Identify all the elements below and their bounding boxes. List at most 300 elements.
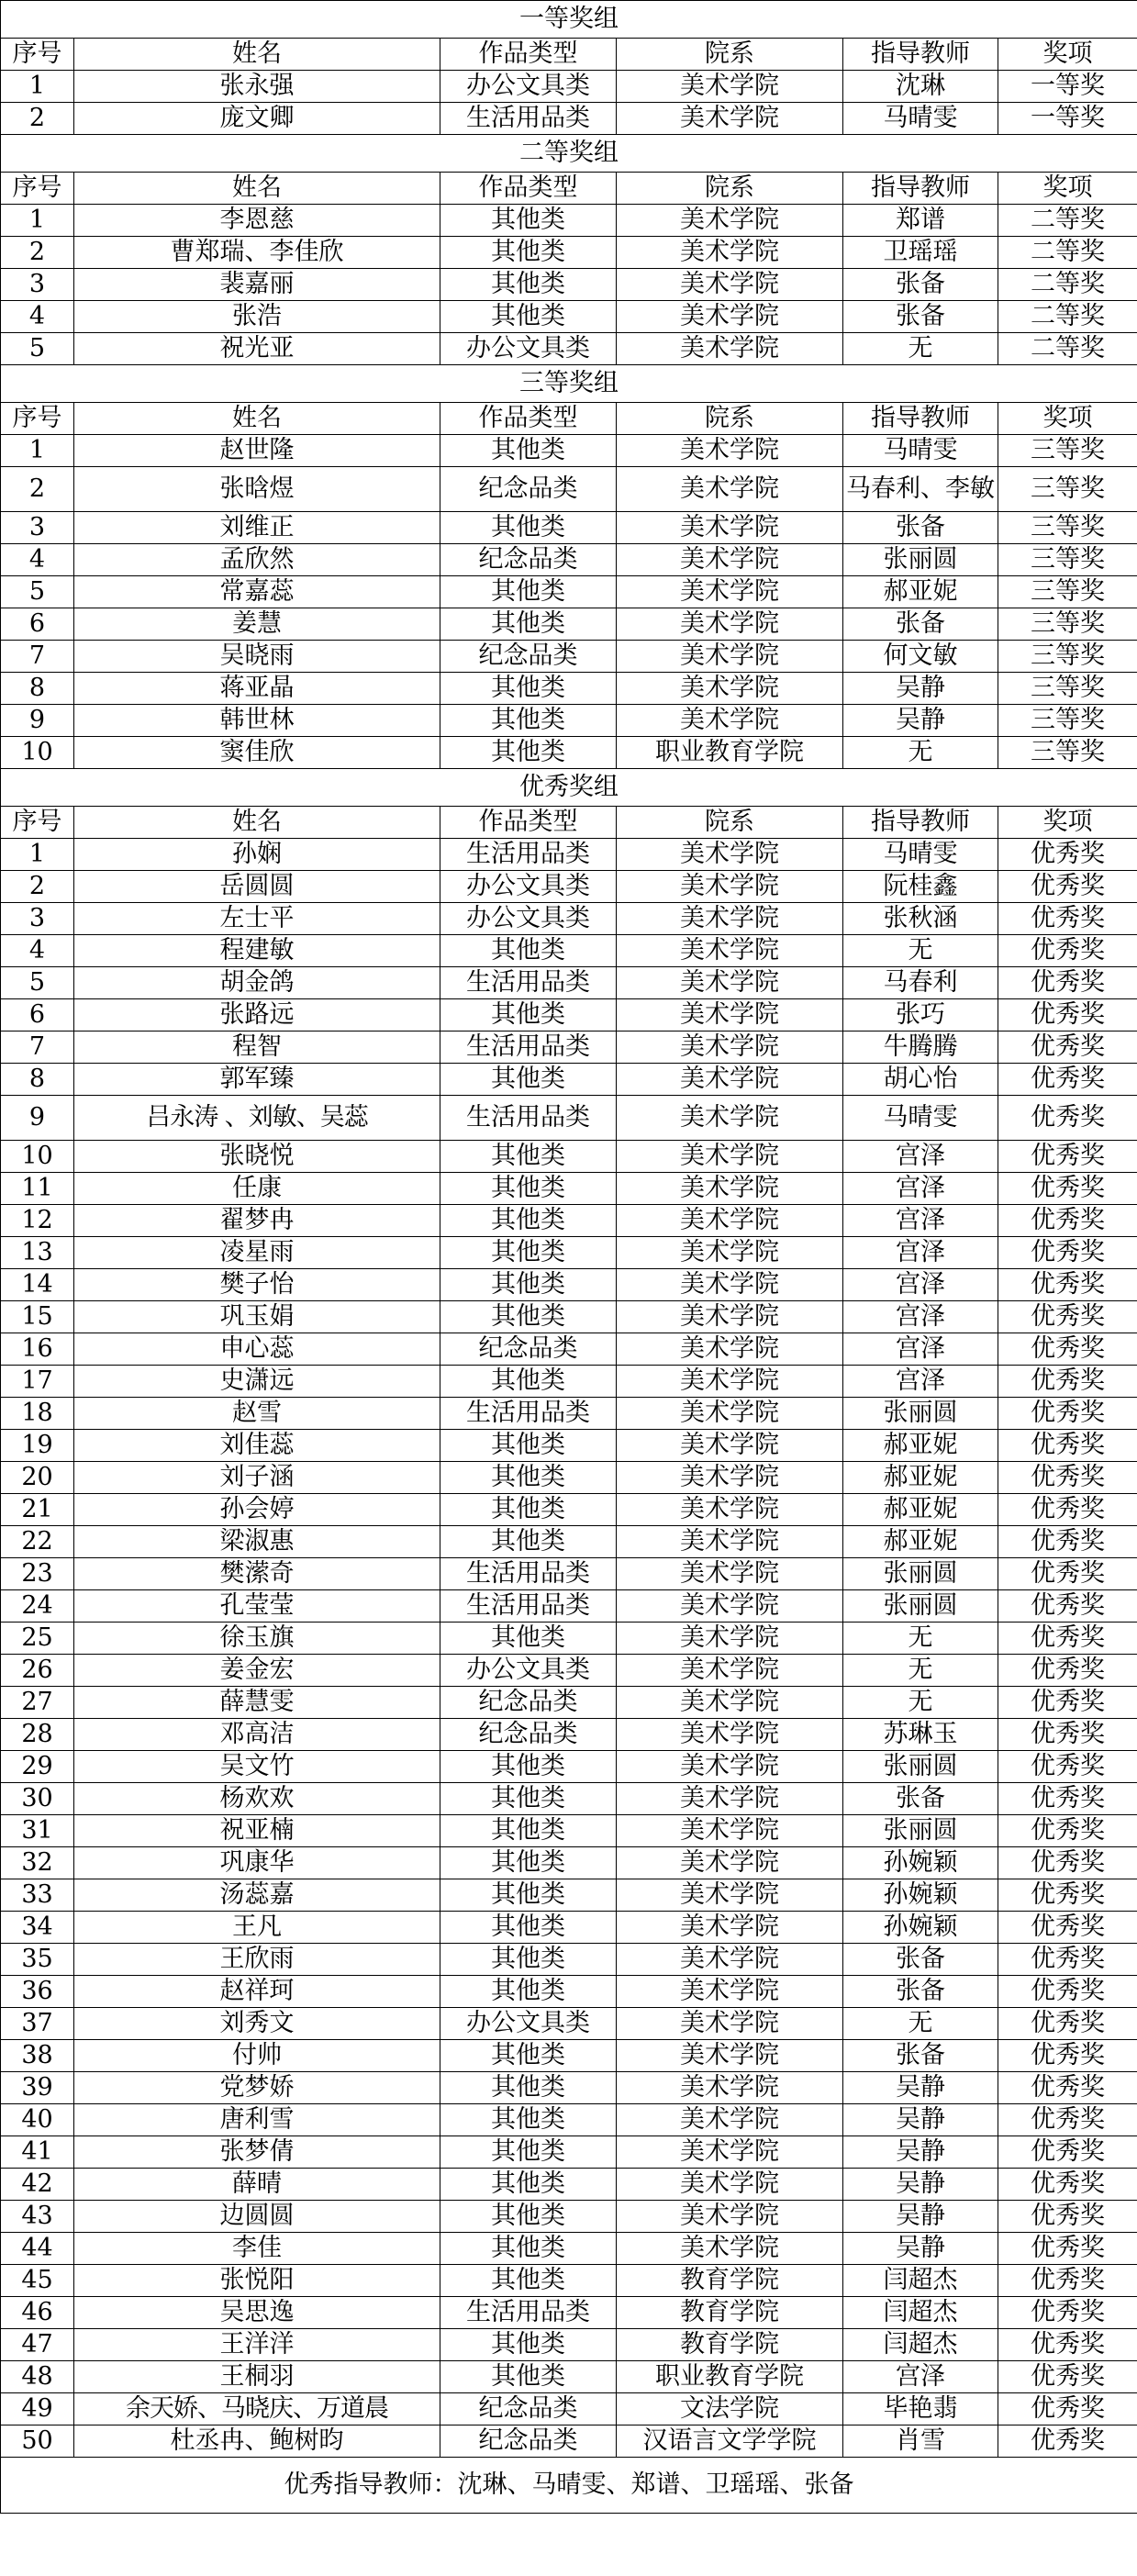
award-cell: 优秀奖 <box>998 2104 1137 2136</box>
column-header: 奖项 <box>998 403 1137 435</box>
category-cell: 其他类 <box>440 1526 617 1558</box>
category-cell: 其他类 <box>440 1269 617 1301</box>
category-cell: 其他类 <box>440 237 617 269</box>
department-cell: 美术学院 <box>617 1783 843 1815</box>
name-cell: 王洋洋 <box>74 2329 440 2361</box>
department-cell: 美术学院 <box>617 839 843 871</box>
name-cell: 张梦倩 <box>74 2136 440 2169</box>
advisor-cell: 无 <box>843 333 998 365</box>
table-row <box>1 2136 1137 2169</box>
footer-row <box>1 2458 1137 2514</box>
index-cell: 44 <box>1 2233 74 2265</box>
name-cell: 付帅 <box>74 2040 440 2072</box>
category-cell: 生活用品类 <box>440 1558 617 1590</box>
award-cell: 优秀奖 <box>998 2425 1137 2458</box>
name-cell: 赵祥珂 <box>74 1976 440 2008</box>
index-cell: 1 <box>1 839 74 871</box>
index-cell: 11 <box>1 1173 74 1205</box>
award-cell: 一等奖 <box>998 103 1137 135</box>
department-cell: 美术学院 <box>617 1096 843 1141</box>
department-cell: 美术学院 <box>617 205 843 237</box>
index-cell: 10 <box>1 737 74 769</box>
table-row <box>1 903 1137 935</box>
table-row <box>1 71 1137 103</box>
award-cell: 二等奖 <box>998 301 1137 333</box>
advisor-cell: 宫泽 <box>843 1301 998 1333</box>
table-row <box>1 269 1137 301</box>
name-cell: 党梦娇 <box>74 2072 440 2104</box>
department-cell: 美术学院 <box>617 2040 843 2072</box>
award-cell: 优秀奖 <box>998 1655 1137 1687</box>
table-row <box>1 1398 1137 1430</box>
category-cell: 其他类 <box>440 1783 617 1815</box>
index-cell: 9 <box>1 1096 74 1141</box>
column-header: 姓名 <box>74 403 440 435</box>
category-cell: 生活用品类 <box>440 2297 617 2329</box>
table-row <box>1 1912 1137 1944</box>
department-cell: 教育学院 <box>617 2329 843 2361</box>
table-row <box>1 1944 1137 1976</box>
department-cell: 美术学院 <box>617 2169 843 2201</box>
table-row <box>1 205 1137 237</box>
award-cell: 优秀奖 <box>998 1398 1137 1430</box>
category-cell: 纪念品类 <box>440 544 617 576</box>
award-cell: 三等奖 <box>998 673 1137 705</box>
award-cell: 三等奖 <box>998 737 1137 769</box>
category-cell: 生活用品类 <box>440 967 617 999</box>
award-cell: 优秀奖 <box>998 2040 1137 2072</box>
index-cell: 10 <box>1 1141 74 1173</box>
award-cell: 优秀奖 <box>998 1237 1137 1269</box>
index-cell: 1 <box>1 205 74 237</box>
index-cell: 32 <box>1 1847 74 1879</box>
award-cell: 优秀奖 <box>998 1301 1137 1333</box>
department-cell: 美术学院 <box>617 2072 843 2104</box>
department-cell: 美术学院 <box>617 1558 843 1590</box>
table-row <box>1 2008 1137 2040</box>
name-cell: 李恩慈 <box>74 205 440 237</box>
column-header: 指导教师 <box>843 403 998 435</box>
table-row <box>1 1333 1137 1366</box>
category-cell: 其他类 <box>440 1623 617 1655</box>
department-cell: 美术学院 <box>617 1879 843 1912</box>
department-cell: 美术学院 <box>617 1032 843 1064</box>
award-cell: 优秀奖 <box>998 2361 1137 2393</box>
index-cell: 13 <box>1 1237 74 1269</box>
index-cell: 45 <box>1 2265 74 2297</box>
table-row <box>1 1032 1137 1064</box>
index-cell: 4 <box>1 935 74 967</box>
table-row <box>1 2329 1137 2361</box>
award-cell: 优秀奖 <box>998 2169 1137 2201</box>
table-row <box>1 467 1137 512</box>
column-header: 姓名 <box>74 39 440 71</box>
department-cell: 美术学院 <box>617 1173 843 1205</box>
award-cell: 三等奖 <box>998 435 1137 467</box>
index-cell: 28 <box>1 1719 74 1751</box>
column-header-row <box>1 403 1137 435</box>
category-cell: 其他类 <box>440 1879 617 1912</box>
advisor-cell: 吴静 <box>843 2136 998 2169</box>
column-header: 奖项 <box>998 39 1137 71</box>
department-cell: 美术学院 <box>617 705 843 737</box>
advisor-cell: 宫泽 <box>843 1173 998 1205</box>
column-header-row <box>1 39 1137 71</box>
advisor-cell: 吴静 <box>843 2233 998 2265</box>
table-row <box>1 1879 1137 1912</box>
index-cell: 3 <box>1 512 74 544</box>
category-cell: 其他类 <box>440 2201 617 2233</box>
category-cell: 其他类 <box>440 1944 617 1976</box>
name-cell: 薛慧雯 <box>74 1687 440 1719</box>
table-row <box>1 103 1137 135</box>
advisor-cell: 张秋涵 <box>843 903 998 935</box>
category-cell: 其他类 <box>440 2072 617 2104</box>
name-cell: 胡金鸽 <box>74 967 440 999</box>
department-cell: 美术学院 <box>617 512 843 544</box>
award-cell: 优秀奖 <box>998 2233 1137 2265</box>
advisor-cell: 孙婉颖 <box>843 1879 998 1912</box>
category-cell: 其他类 <box>440 705 617 737</box>
advisor-cell: 张备 <box>843 608 998 641</box>
award-cell: 优秀奖 <box>998 1064 1137 1096</box>
table-row <box>1 1205 1137 1237</box>
advisor-cell: 张备 <box>843 2040 998 2072</box>
award-cell: 优秀奖 <box>998 2008 1137 2040</box>
index-cell: 29 <box>1 1751 74 1783</box>
index-cell: 42 <box>1 2169 74 2201</box>
advisor-cell: 郝亚妮 <box>843 1494 998 1526</box>
award-cell: 三等奖 <box>998 512 1137 544</box>
category-cell: 其他类 <box>440 737 617 769</box>
department-cell: 美术学院 <box>617 1847 843 1879</box>
category-cell: 其他类 <box>440 935 617 967</box>
category-cell: 其他类 <box>440 1141 617 1173</box>
table-row <box>1 1687 1137 1719</box>
table-row <box>1 1366 1137 1398</box>
table-row <box>1 1719 1137 1751</box>
column-header: 作品类型 <box>440 403 617 435</box>
table-row <box>1 641 1137 673</box>
advisor-cell: 宫泽 <box>843 1205 998 1237</box>
index-cell: 30 <box>1 1783 74 1815</box>
advisor-cell: 孙婉颖 <box>843 1847 998 1879</box>
award-cell: 优秀奖 <box>998 1879 1137 1912</box>
department-cell: 美术学院 <box>617 1494 843 1526</box>
index-cell: 3 <box>1 903 74 935</box>
department-cell: 美术学院 <box>617 967 843 999</box>
advisor-cell: 宫泽 <box>843 1237 998 1269</box>
category-cell: 其他类 <box>440 269 617 301</box>
table-row <box>1 544 1137 576</box>
department-cell: 美术学院 <box>617 2233 843 2265</box>
advisor-cell: 张备 <box>843 512 998 544</box>
name-cell: 翟梦冉 <box>74 1205 440 1237</box>
category-cell: 办公文具类 <box>440 2008 617 2040</box>
department-cell: 美术学院 <box>617 1623 843 1655</box>
award-cell: 优秀奖 <box>998 1526 1137 1558</box>
advisor-cell: 闫超杰 <box>843 2297 998 2329</box>
name-cell: 吴思逸 <box>74 2297 440 2329</box>
department-cell: 职业教育学院 <box>617 737 843 769</box>
index-cell: 21 <box>1 1494 74 1526</box>
index-cell: 24 <box>1 1590 74 1623</box>
table-row <box>1 576 1137 608</box>
advisor-cell: 无 <box>843 1655 998 1687</box>
advisor-cell: 张备 <box>843 1944 998 1976</box>
department-cell: 美术学院 <box>617 2201 843 2233</box>
name-cell: 孔莹莹 <box>74 1590 440 1623</box>
name-cell: 巩康华 <box>74 1847 440 1879</box>
index-cell: 33 <box>1 1879 74 1912</box>
column-header: 院系 <box>617 173 843 205</box>
outstanding-advisors-note: 优秀指导教师：沈琳、马晴雯、郑谱、卫瑶瑶、张备 <box>1 2458 1137 2514</box>
category-cell: 其他类 <box>440 512 617 544</box>
index-cell: 1 <box>1 71 74 103</box>
category-cell: 其他类 <box>440 2169 617 2201</box>
index-cell: 2 <box>1 467 74 512</box>
department-cell: 美术学院 <box>617 1976 843 2008</box>
column-header: 作品类型 <box>440 39 617 71</box>
name-cell: 张路远 <box>74 999 440 1032</box>
advisor-cell: 张巧 <box>843 999 998 1032</box>
index-cell: 17 <box>1 1366 74 1398</box>
column-header: 指导教师 <box>843 173 998 205</box>
category-cell: 其他类 <box>440 205 617 237</box>
table-row <box>1 1430 1137 1462</box>
index-cell: 1 <box>1 435 74 467</box>
name-cell: 庞文卿 <box>74 103 440 135</box>
table-row <box>1 2040 1137 2072</box>
table-row <box>1 237 1137 269</box>
table-row <box>1 2425 1137 2458</box>
award-cell: 优秀奖 <box>998 935 1137 967</box>
department-cell: 美术学院 <box>617 1333 843 1366</box>
award-cell: 优秀奖 <box>998 1269 1137 1301</box>
table-row <box>1 1301 1137 1333</box>
department-cell: 美术学院 <box>617 435 843 467</box>
advisor-cell: 马晴雯 <box>843 103 998 135</box>
department-cell: 美术学院 <box>617 1944 843 1976</box>
advisor-cell: 毕艳翡 <box>843 2393 998 2425</box>
category-cell: 其他类 <box>440 1976 617 2008</box>
table-row <box>1 1558 1137 1590</box>
name-cell: 韩世林 <box>74 705 440 737</box>
award-cell: 三等奖 <box>998 467 1137 512</box>
index-cell: 34 <box>1 1912 74 1944</box>
name-cell: 杨欢欢 <box>74 1783 440 1815</box>
name-cell: 程建敏 <box>74 935 440 967</box>
table-row <box>1 1783 1137 1815</box>
award-cell: 优秀奖 <box>998 1623 1137 1655</box>
advisor-cell: 宫泽 <box>843 1333 998 1366</box>
table-row <box>1 999 1137 1032</box>
table-row <box>1 333 1137 365</box>
advisor-cell: 无 <box>843 737 998 769</box>
table-row <box>1 608 1137 641</box>
category-cell: 纪念品类 <box>440 1719 617 1751</box>
category-cell: 纪念品类 <box>440 467 617 512</box>
department-cell: 美术学院 <box>617 1430 843 1462</box>
table-row <box>1 1526 1137 1558</box>
index-cell: 6 <box>1 608 74 641</box>
award-cell: 三等奖 <box>998 576 1137 608</box>
index-cell: 27 <box>1 1687 74 1719</box>
category-cell: 生活用品类 <box>440 839 617 871</box>
index-cell: 5 <box>1 967 74 999</box>
index-cell: 3 <box>1 269 74 301</box>
category-cell: 生活用品类 <box>440 1096 617 1141</box>
index-cell: 5 <box>1 576 74 608</box>
category-cell: 其他类 <box>440 1237 617 1269</box>
group-title-row <box>1 1 1137 39</box>
award-cell: 优秀奖 <box>998 2297 1137 2329</box>
group-title: 优秀奖组 <box>1 769 1137 807</box>
advisor-cell: 张丽圆 <box>843 1558 998 1590</box>
name-cell: 凌星雨 <box>74 1237 440 1269</box>
column-header: 指导教师 <box>843 39 998 71</box>
name-cell: 张浩 <box>74 301 440 333</box>
index-cell: 2 <box>1 237 74 269</box>
category-cell: 其他类 <box>440 673 617 705</box>
table-row <box>1 1751 1137 1783</box>
advisor-cell: 吴静 <box>843 705 998 737</box>
category-cell: 办公文具类 <box>440 1655 617 1687</box>
department-cell: 美术学院 <box>617 935 843 967</box>
department-cell: 教育学院 <box>617 2265 843 2297</box>
category-cell: 其他类 <box>440 1815 617 1847</box>
index-cell: 19 <box>1 1430 74 1462</box>
name-cell: 程智 <box>74 1032 440 1064</box>
column-header: 奖项 <box>998 807 1137 839</box>
name-cell: 裴嘉丽 <box>74 269 440 301</box>
index-cell: 49 <box>1 2393 74 2425</box>
table-row <box>1 301 1137 333</box>
name-cell: 孙娴 <box>74 839 440 871</box>
department-cell: 美术学院 <box>617 1237 843 1269</box>
advisor-cell: 无 <box>843 2008 998 2040</box>
name-cell: 史潇远 <box>74 1366 440 1398</box>
department-cell: 美术学院 <box>617 608 843 641</box>
name-cell: 孙会婷 <box>74 1494 440 1526</box>
name-cell: 樊子怡 <box>74 1269 440 1301</box>
advisor-cell: 无 <box>843 935 998 967</box>
name-cell: 巩玉娟 <box>74 1301 440 1333</box>
index-cell: 41 <box>1 2136 74 2169</box>
name-cell: 汤蕊嘉 <box>74 1879 440 1912</box>
name-cell: 刘维正 <box>74 512 440 544</box>
award-cell: 三等奖 <box>998 705 1137 737</box>
category-cell: 其他类 <box>440 1173 617 1205</box>
category-cell: 其他类 <box>440 2361 617 2393</box>
group-title-row <box>1 769 1137 807</box>
category-cell: 纪念品类 <box>440 1687 617 1719</box>
table-row <box>1 1815 1137 1847</box>
award-cell: 优秀奖 <box>998 1205 1137 1237</box>
index-cell: 2 <box>1 871 74 903</box>
index-cell: 15 <box>1 1301 74 1333</box>
name-cell: 刘秀文 <box>74 2008 440 2040</box>
index-cell: 31 <box>1 1815 74 1847</box>
table-row <box>1 871 1137 903</box>
award-cell: 优秀奖 <box>998 2201 1137 2233</box>
award-table-body <box>1 1 1137 2514</box>
index-cell: 4 <box>1 544 74 576</box>
column-header: 院系 <box>617 403 843 435</box>
award-cell: 优秀奖 <box>998 1751 1137 1783</box>
index-cell: 25 <box>1 1623 74 1655</box>
index-cell: 4 <box>1 301 74 333</box>
department-cell: 美术学院 <box>617 269 843 301</box>
award-cell: 优秀奖 <box>998 1815 1137 1847</box>
advisor-cell: 孙婉颖 <box>843 1912 998 1944</box>
department-cell: 美术学院 <box>617 2008 843 2040</box>
advisor-cell: 闫超杰 <box>843 2329 998 2361</box>
advisor-cell: 张备 <box>843 1976 998 2008</box>
table-row <box>1 2393 1137 2425</box>
column-header: 序号 <box>1 39 74 71</box>
award-cell: 优秀奖 <box>998 1032 1137 1064</box>
advisor-cell: 苏琳玉 <box>843 1719 998 1751</box>
table-row <box>1 935 1137 967</box>
table-row <box>1 435 1137 467</box>
name-cell: 杜丞冉、鲍树昀 <box>74 2425 440 2458</box>
award-cell: 优秀奖 <box>998 2329 1137 2361</box>
award-cell: 优秀奖 <box>998 1912 1137 1944</box>
column-header: 作品类型 <box>440 173 617 205</box>
department-cell: 美术学院 <box>617 1366 843 1398</box>
column-header: 姓名 <box>74 173 440 205</box>
index-cell: 40 <box>1 2104 74 2136</box>
award-cell: 优秀奖 <box>998 871 1137 903</box>
index-cell: 47 <box>1 2329 74 2361</box>
award-cell: 三等奖 <box>998 544 1137 576</box>
index-cell: 7 <box>1 1032 74 1064</box>
category-cell: 生活用品类 <box>440 1398 617 1430</box>
name-cell: 任康 <box>74 1173 440 1205</box>
index-cell: 37 <box>1 2008 74 2040</box>
award-cell: 优秀奖 <box>998 2072 1137 2104</box>
category-cell: 其他类 <box>440 2329 617 2361</box>
index-cell: 46 <box>1 2297 74 2329</box>
table-row <box>1 2297 1137 2329</box>
advisor-cell: 郝亚妮 <box>843 1526 998 1558</box>
advisor-cell: 牛腾腾 <box>843 1032 998 1064</box>
award-cell: 优秀奖 <box>998 967 1137 999</box>
category-cell: 纪念品类 <box>440 1333 617 1366</box>
table-row <box>1 2072 1137 2104</box>
name-cell: 郭军臻 <box>74 1064 440 1096</box>
advisor-cell: 马晴雯 <box>843 1096 998 1141</box>
category-cell: 生活用品类 <box>440 103 617 135</box>
award-cell: 优秀奖 <box>998 1558 1137 1590</box>
category-cell: 办公文具类 <box>440 871 617 903</box>
advisor-cell: 吴静 <box>843 2104 998 2136</box>
advisor-cell: 郑谱 <box>843 205 998 237</box>
award-cell: 优秀奖 <box>998 1976 1137 2008</box>
category-cell: 其他类 <box>440 1301 617 1333</box>
advisor-cell: 吴静 <box>843 673 998 705</box>
advisor-cell: 马春利、李敏 <box>843 467 998 512</box>
award-cell: 二等奖 <box>998 269 1137 301</box>
table-row <box>1 1064 1137 1096</box>
advisor-cell: 吴静 <box>843 2201 998 2233</box>
name-cell: 常嘉蕊 <box>74 576 440 608</box>
category-cell: 纪念品类 <box>440 641 617 673</box>
index-cell: 39 <box>1 2072 74 2104</box>
advisor-cell: 吴静 <box>843 2072 998 2104</box>
award-cell: 优秀奖 <box>998 1944 1137 1976</box>
